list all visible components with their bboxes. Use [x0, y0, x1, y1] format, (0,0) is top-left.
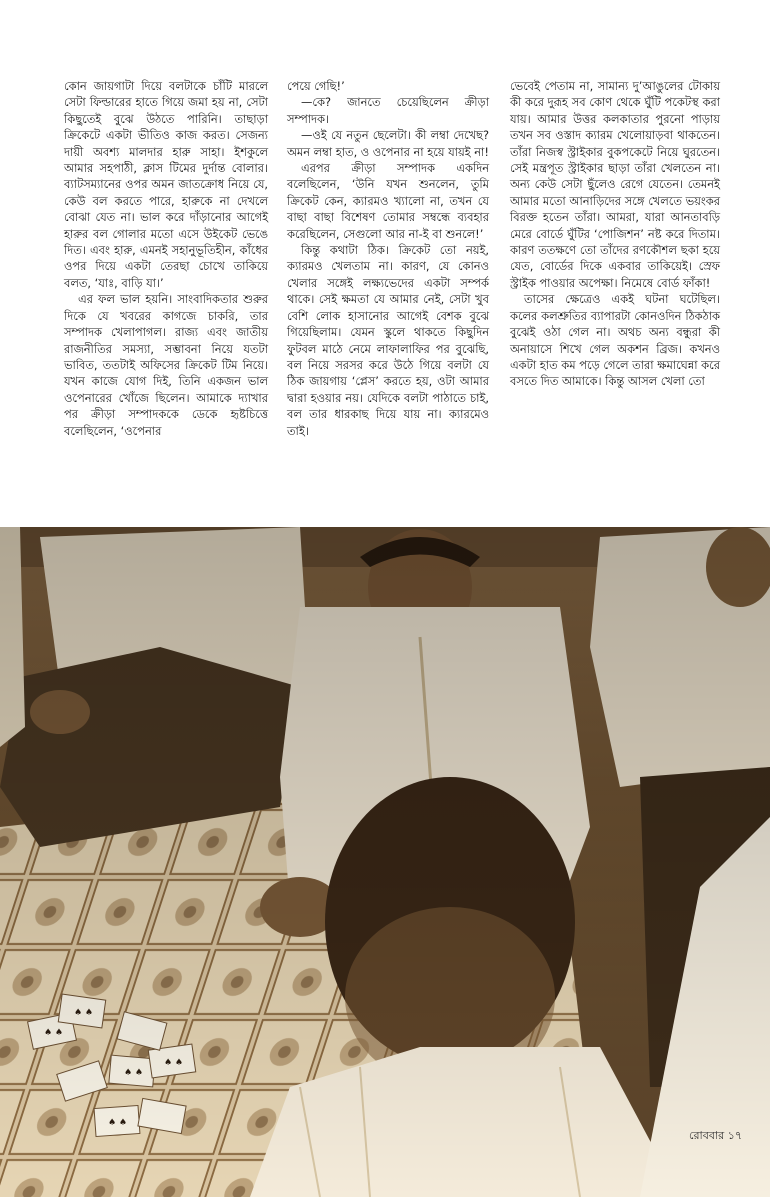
paragraph: ভেবেই পেতাম না, সামান্য দু’আঙুলের টোকায় কী করে দুরূহ সব কোণ থেকে ঘুঁটি পকেটস্থ করা যায়। আমার উত্তর কলকাতার পুরনো পাড়ায় তখন সব ওস্তাদ ক্যারম খেলোয়াড়বা থাকতেন। তাঁরা নিজস্ব স্ট্রাইকার বুকপকেটে নিয়ে ঘুরতেন। সেই মন্ত্রপূত স্ট্রাইকার ছাড়া তাঁরা খেলতেন না। অন্য কেউ সেটা ছুঁলেও রেগে যেতেন। তেমনই আমার মতো আনাড়িদের সঙ্গে খেলতে ভয়ংকর বিরক্ত হতেন তাঁরা। আমরা, যারা আনতাবড়ি মেরে বোর্ডে ঘুঁটির ‘পোজিশন’ নষ্ট করে দিতাম। কারণ ততক্ষণে তো তাঁদের রণকৌশল ছকা হয়ে যেত, বোর্ডের দিকে একবার তাকিয়েই। স্রেফ স্ট্রাইক পাওয়ার অপেক্ষা। নিমেষে বোর্ড ফাঁকা!	[510, 79, 720, 290]
paragraph: —কে? জানতে চেয়েছিলেন ক্রীড়া সম্পাদক।	[287, 95, 489, 126]
paragraph: কোন জায়গাটা দিয়ে বলটাকে চাঁটি মারলে সেটা ফিল্ডারের হাতে গিয়ে জমা হয় না, সেটা কিছুতেই বুঝে উঠতে পারিনি। তাছাড়া ক্রিকেটে একটা ভীতিও কাজ করত। সেজন্য দায়ী অবশ্য মালদার হারু সাহা। ইশকুলে আমার সহপাঠী, ক্লাস টিমের দুর্দান্ত বোলার। ব্যাটসম্যানের ওপর অমন জাতক্রোধ নিয়ে যে, কেউ বল করতে পারে, হারুকে না দেখলে বোঝা যেত না। ভাল করে দাঁড়ানোর আগেই হারুর বল গোলার মতো এসে উইকেট ভেঙে দিত। এবং হারু, এমনই সহানুভূতিহীন, কাঁধের ওপর দিয়ে একটা তেরছা চোখে তাকিয়ে বলত, ‘যাঃ, বাড়ি যা।’	[64, 79, 268, 290]
paragraph: কিন্তু কথাটা ঠিক। ক্রিকেট তো নয়ই, ক্যারমও খেলতাম না। কারণ, যে কোনও খেলার সঙ্গেই লক্ষ্যভেদের একটা সম্পর্ক থাকে। সেই ক্ষমতা যে আমার নেই, সেটা খুব বেশি লোক হাসানোর আগেই বেশক বুঝে গিয়েছিলাম। যেমন স্কুলে থাকতে কিছুদিন ফুটবল মাঠে নেমে লাফালাফির পর বুঝেছি, বল নিয়ে সরসর করে উঠে গিয়ে বলটা যে ঠিক জায়গায় ‘প্লেস’ করতে হয়, ওটা আমার দ্বারা হওয়ার নয়। যেদিকে বলটা পাঠাতে চাই, বল তার ধারকাছ দিয়ে যায় না। ক্যারমেও তাই।	[287, 243, 489, 438]
page-number-label: রোববার ১৭	[689, 1129, 742, 1142]
paragraph: তাসের ক্ষেত্রেও একই ঘটনা ঘটেছিল। কলের কলশ্রুতির ব্যাপারটা কোনওদিন ঠিকঠাক বুঝেই ওঠা গেল না। অথচ অন্য বন্ধুরা কী অনায়াসে শিখে গেল অকশন ব্রিজ। কখনও একটা হাত কম পড়ে গেলে তারা ক্ষমাঘেন্না করে বসতে দিত আমাকে। কিন্তু আসল খেলা তো	[510, 292, 720, 389]
paragraph: —ওই যে নতুন ছেলেটা। কী লম্বা দেখেছ? অমন লম্বা হাত, ও ওপেনার না হয়ে যায়ই না!	[287, 128, 489, 159]
photo-illustration	[0, 527, 770, 1197]
paragraph: এর ফল ভাল হয়নি। সাংবাদিকতার শুরুর দিকে যে খবরের কাগজে চাকরি, তার সম্পাদক খেলাপাগল। রাজ্য এবং জাতীয় রাজনীতির সমস্যা, সম্ভাবনা নিয়ে যতটা ভাবিত, ততটাই অফিসের ক্রিকেট টিম নিয়ে। যখন কাজে যোগ দিই, তিনি একজন ভাল ওপেনারের খোঁজে ছিলেন। আমাকে দ্যাখার পর ক্রীড়া সম্পাদককে ডেকে হৃষ্টচিত্তে বলেছিলেন, ‘ওপেনার	[64, 292, 268, 438]
article-body	[64, 78, 720, 508]
paragraph: পেয়ে গেছি!’	[287, 79, 345, 93]
article-column-1	[64, 78, 268, 439]
article-column-3	[510, 78, 720, 390]
card-players-photo	[0, 527, 770, 1197]
paragraph: এরপর ক্রীড়া সম্পাদক একদিন বলেছিলেন, ‘উনি যখন শুনলেন, তুমি ক্রিকেট কেন, ক্যারমও খ্যালো না, তখন যে বাছা বাছা বিশেষণ তোমার সম্বন্ধে ব্যবহার করেছিলেন, সেগুলো আর না-ই বা শুনলে!’	[287, 161, 489, 241]
article-column-2	[287, 78, 489, 439]
